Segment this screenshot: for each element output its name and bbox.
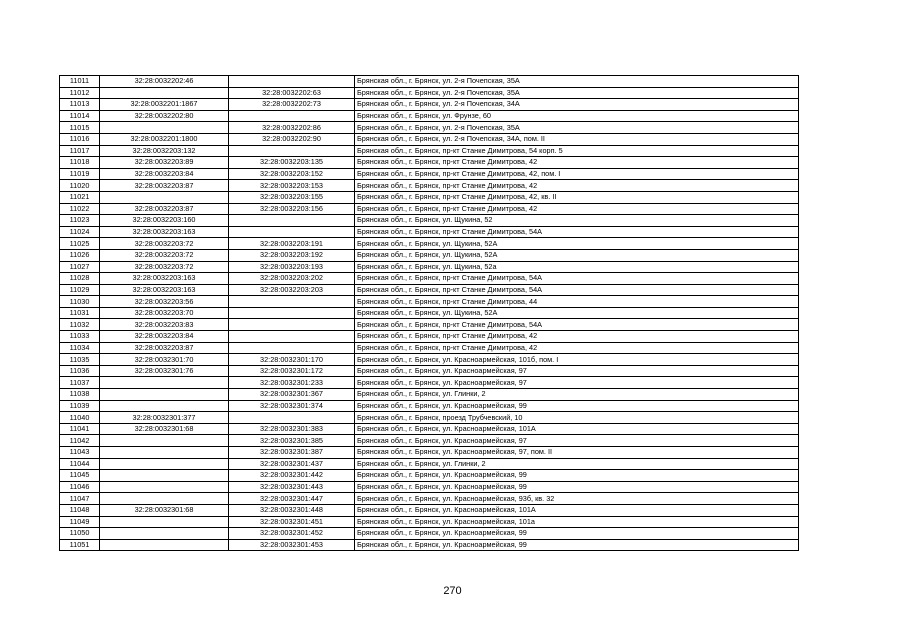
linked-cadastral-number-cell xyxy=(229,110,355,122)
address-cell: Брянская обл., г. Брянск, ул. Красноармейская, 99 xyxy=(355,400,799,412)
address-cell: Брянская обл., г. Брянск, проезд Трубчевский, 10 xyxy=(355,412,799,424)
table-row xyxy=(60,354,799,366)
row-number-cell: 11029 xyxy=(60,284,100,296)
linked-cadastral-number-cell: 32:28:0032203:156 xyxy=(229,203,355,215)
row-number-cell: 11013 xyxy=(60,99,100,111)
table-row xyxy=(60,76,799,88)
row-number-cell: 11046 xyxy=(60,481,100,493)
address-cell: Брянская обл., г. Брянск, ул. Красноармейская, 99 xyxy=(355,539,799,551)
table-row xyxy=(60,307,799,319)
table-row xyxy=(60,342,799,354)
table-row xyxy=(60,87,799,99)
row-number-cell: 11044 xyxy=(60,458,100,470)
table-row xyxy=(60,504,799,516)
linked-cadastral-number-cell xyxy=(229,412,355,424)
cadastral-number-cell xyxy=(100,528,229,540)
linked-cadastral-number-cell xyxy=(229,307,355,319)
table-row xyxy=(60,261,799,273)
row-number-cell: 11041 xyxy=(60,423,100,435)
address-cell: Брянская обл., г. Брянск, ул. Красноармейская, 97 xyxy=(355,365,799,377)
linked-cadastral-number-cell: 32:28:0032301:447 xyxy=(229,493,355,505)
address-cell: Брянская обл., г. Брянск, ул. Глинки, 2 xyxy=(355,458,799,470)
linked-cadastral-number-cell xyxy=(229,342,355,354)
table-row xyxy=(60,528,799,540)
cadastral-number-cell: 32:28:0032203:163 xyxy=(100,284,229,296)
cadastral-number-cell: 32:28:0032203:72 xyxy=(100,238,229,250)
row-number-cell: 11043 xyxy=(60,447,100,459)
address-cell: Брянская обл., г. Брянск, ул. Красноармейская, 93б, кв. 32 xyxy=(355,493,799,505)
address-cell: Брянская обл., г. Брянск, пр-кт Станке Димитрова, 42 xyxy=(355,180,799,192)
row-number-cell: 11028 xyxy=(60,273,100,285)
address-cell: Брянская обл., г. Брянск, ул. 2-я Почепская, 34А xyxy=(355,99,799,111)
address-cell: Брянская обл., г. Брянск, ул. Красноармейская, 99 xyxy=(355,528,799,540)
table-row xyxy=(60,284,799,296)
cadastral-number-cell: 32:28:0032203:163 xyxy=(100,273,229,285)
linked-cadastral-number-cell: 32:28:0032301:448 xyxy=(229,504,355,516)
cadastral-number-cell xyxy=(100,470,229,482)
row-number-cell: 11032 xyxy=(60,319,100,331)
row-number-cell: 11050 xyxy=(60,528,100,540)
cadastral-number-cell xyxy=(100,458,229,470)
cadastral-number-cell: 32:28:0032301:68 xyxy=(100,504,229,516)
page-number: 270 xyxy=(443,585,462,597)
row-number-cell: 11020 xyxy=(60,180,100,192)
cadastral-number-cell: 32:28:0032203:84 xyxy=(100,331,229,343)
linked-cadastral-number-cell: 32:28:0032301:172 xyxy=(229,365,355,377)
table-row xyxy=(60,389,799,401)
table-row xyxy=(60,470,799,482)
linked-cadastral-number-cell: 32:28:0032203:192 xyxy=(229,249,355,261)
linked-cadastral-number-cell: 32:28:0032202:86 xyxy=(229,122,355,134)
address-cell: Брянская обл., г. Брянск, пр-кт Станке Димитрова, 54А xyxy=(355,273,799,285)
linked-cadastral-number-cell xyxy=(229,296,355,308)
table-row xyxy=(60,447,799,459)
table-row xyxy=(60,481,799,493)
row-number-cell: 11045 xyxy=(60,470,100,482)
cadastral-number-cell: 32:28:0032202:46 xyxy=(100,76,229,88)
linked-cadastral-number-cell: 32:28:0032203:191 xyxy=(229,238,355,250)
row-number-cell: 11033 xyxy=(60,331,100,343)
address-cell: Брянская обл., г. Брянск, пр-кт Станке Димитрова, 42 xyxy=(355,203,799,215)
linked-cadastral-number-cell: 32:28:0032301:367 xyxy=(229,389,355,401)
cadastral-number-cell: 32:28:0032203:89 xyxy=(100,157,229,169)
row-number-cell: 11031 xyxy=(60,307,100,319)
linked-cadastral-number-cell: 32:28:0032301:233 xyxy=(229,377,355,389)
table-row xyxy=(60,168,799,180)
cadastral-number-cell: 32:28:0032203:163 xyxy=(100,226,229,238)
address-cell: Брянская обл., г. Брянск, пр-кт Станке Димитрова, 54А xyxy=(355,319,799,331)
address-cell: Брянская обл., г. Брянск, ул. Красноармейская, 101А xyxy=(355,423,799,435)
address-cell: Брянская обл., г. Брянск, ул. 2-я Почепская, 35А xyxy=(355,87,799,99)
address-cell: Брянская обл., г. Брянск, ул. Красноармейская, 99 xyxy=(355,470,799,482)
cadastral-number-cell: 32:28:0032202:80 xyxy=(100,110,229,122)
row-number-cell: 11025 xyxy=(60,238,100,250)
linked-cadastral-number-cell: 32:28:0032202:73 xyxy=(229,99,355,111)
linked-cadastral-number-cell: 32:28:0032202:63 xyxy=(229,87,355,99)
linked-cadastral-number-cell: 32:28:0032203:152 xyxy=(229,168,355,180)
cadastral-number-cell xyxy=(100,516,229,528)
cadastral-number-cell xyxy=(100,122,229,134)
address-cell: Брянская обл., г. Брянск, ул. 2-я Почепская, 34А, пом. II xyxy=(355,133,799,145)
table-row xyxy=(60,191,799,203)
cadastral-number-cell: 32:28:0032203:83 xyxy=(100,319,229,331)
row-number-cell: 11021 xyxy=(60,191,100,203)
address-cell: Брянская обл., г. Брянск, пр-кт Станке Димитрова, 44 xyxy=(355,296,799,308)
table-row xyxy=(60,365,799,377)
linked-cadastral-number-cell: 32:28:0032301:170 xyxy=(229,354,355,366)
table-row xyxy=(60,516,799,528)
table-row xyxy=(60,273,799,285)
table-row xyxy=(60,122,799,134)
row-number-cell: 11034 xyxy=(60,342,100,354)
row-number-cell: 11039 xyxy=(60,400,100,412)
cadastral-number-cell: 32:28:0032301:68 xyxy=(100,423,229,435)
cadastral-number-cell xyxy=(100,191,229,203)
table-row xyxy=(60,412,799,424)
cadastral-number-cell xyxy=(100,493,229,505)
cadastral-number-cell: 32:28:0032203:87 xyxy=(100,203,229,215)
table-row xyxy=(60,458,799,470)
table-row xyxy=(60,249,799,261)
linked-cadastral-number-cell xyxy=(229,76,355,88)
address-cell: Брянская обл., г. Брянск, ул. Красноармейская, 97, пом. II xyxy=(355,447,799,459)
cadastral-number-cell xyxy=(100,435,229,447)
table-row xyxy=(60,157,799,169)
address-cell: Брянская обл., г. Брянск, пр-кт Станке Димитрова, 42, кв. II xyxy=(355,191,799,203)
row-number-cell: 11027 xyxy=(60,261,100,273)
table-row xyxy=(60,215,799,227)
cadastral-number-cell: 32:28:0032201:1867 xyxy=(100,99,229,111)
linked-cadastral-number-cell: 32:28:0032203:193 xyxy=(229,261,355,273)
address-cell: Брянская обл., г. Брянск, пр-кт Станке Димитрова, 42 xyxy=(355,342,799,354)
row-number-cell: 11026 xyxy=(60,249,100,261)
table-row xyxy=(60,319,799,331)
linked-cadastral-number-cell: 32:28:0032203:153 xyxy=(229,180,355,192)
address-cell: Брянская обл., г. Брянск, ул. Фрунзе, 60 xyxy=(355,110,799,122)
linked-cadastral-number-cell xyxy=(229,319,355,331)
row-number-cell: 11051 xyxy=(60,539,100,551)
row-number-cell: 11019 xyxy=(60,168,100,180)
row-number-cell: 11024 xyxy=(60,226,100,238)
cadastral-number-cell xyxy=(100,481,229,493)
table-row xyxy=(60,203,799,215)
cadastral-number-cell: 32:28:0032203:132 xyxy=(100,145,229,157)
row-number-cell: 11016 xyxy=(60,133,100,145)
row-number-cell: 11049 xyxy=(60,516,100,528)
row-number-cell: 11011 xyxy=(60,76,100,88)
linked-cadastral-number-cell: 32:28:0032203:203 xyxy=(229,284,355,296)
row-number-cell: 11023 xyxy=(60,215,100,227)
registry-table-body xyxy=(60,76,799,551)
row-number-cell: 11022 xyxy=(60,203,100,215)
table-row xyxy=(60,493,799,505)
address-cell: Брянская обл., г. Брянск, пр-кт Станке Димитрова, 42 xyxy=(355,331,799,343)
row-number-cell: 11047 xyxy=(60,493,100,505)
table-row xyxy=(60,133,799,145)
address-cell: Брянская обл., г. Брянск, пр-кт Станке Димитрова, 42 xyxy=(355,157,799,169)
cadastral-number-cell xyxy=(100,389,229,401)
cadastral-number-cell xyxy=(100,447,229,459)
linked-cadastral-number-cell: 32:28:0032301:451 xyxy=(229,516,355,528)
cadastral-number-cell: 32:28:0032203:72 xyxy=(100,261,229,273)
linked-cadastral-number-cell: 32:28:0032301:387 xyxy=(229,447,355,459)
table-row xyxy=(60,296,799,308)
address-cell: Брянская обл., г. Брянск, ул. Красноармейская, 101б, пом. I xyxy=(355,354,799,366)
table-row xyxy=(60,400,799,412)
linked-cadastral-number-cell: 32:28:0032301:437 xyxy=(229,458,355,470)
address-cell: Брянская обл., г. Брянск, ул. Щукина, 52А xyxy=(355,307,799,319)
cadastral-number-cell xyxy=(100,377,229,389)
cadastral-number-cell xyxy=(100,539,229,551)
linked-cadastral-number-cell: 32:28:0032203:135 xyxy=(229,157,355,169)
row-number-cell: 11038 xyxy=(60,389,100,401)
address-cell: Брянская обл., г. Брянск, ул. Красноармейская, 99 xyxy=(355,481,799,493)
address-cell: Брянская обл., г. Брянск, пр-кт Станке Димитрова, 54А xyxy=(355,284,799,296)
linked-cadastral-number-cell: 32:28:0032203:202 xyxy=(229,273,355,285)
address-cell: Брянская обл., г. Брянск, ул. Красноармейская, 101а xyxy=(355,516,799,528)
cadastral-number-cell xyxy=(100,400,229,412)
cadastral-number-cell: 32:28:0032203:70 xyxy=(100,307,229,319)
table-row xyxy=(60,377,799,389)
cadastral-number-cell: 32:28:0032203:87 xyxy=(100,342,229,354)
address-cell: Брянская обл., г. Брянск, ул. Щукина, 52А xyxy=(355,238,799,250)
address-cell: Брянская обл., г. Брянск, ул. 2-я Почепская, 35А xyxy=(355,76,799,88)
address-cell: Брянская обл., г. Брянск, пр-кт Станке Димитрова, 54А xyxy=(355,226,799,238)
address-cell: Брянская обл., г. Брянск, ул. Щукина, 52а xyxy=(355,261,799,273)
table-row xyxy=(60,99,799,111)
row-number-cell: 11036 xyxy=(60,365,100,377)
table-row xyxy=(60,238,799,250)
cadastral-number-cell: 32:28:0032203:72 xyxy=(100,249,229,261)
row-number-cell: 11030 xyxy=(60,296,100,308)
cadastral-number-cell xyxy=(100,87,229,99)
linked-cadastral-number-cell: 32:28:0032301:374 xyxy=(229,400,355,412)
table-row xyxy=(60,226,799,238)
cadastral-number-cell: 32:28:0032301:377 xyxy=(100,412,229,424)
table-row xyxy=(60,435,799,447)
table-row xyxy=(60,110,799,122)
row-number-cell: 11017 xyxy=(60,145,100,157)
address-cell: Брянская обл., г. Брянск, ул. Красноармейская, 97 xyxy=(355,377,799,389)
row-number-cell: 11042 xyxy=(60,435,100,447)
linked-cadastral-number-cell: 32:28:0032301:385 xyxy=(229,435,355,447)
address-cell: Брянская обл., г. Брянск, ул. Красноармейская, 97 xyxy=(355,435,799,447)
address-cell: Брянская обл., г. Брянск, ул. Щукина, 52А xyxy=(355,249,799,261)
linked-cadastral-number-cell xyxy=(229,226,355,238)
table-row xyxy=(60,331,799,343)
cadastral-number-cell: 32:28:0032201:1800 xyxy=(100,133,229,145)
row-number-cell: 11037 xyxy=(60,377,100,389)
table-row xyxy=(60,423,799,435)
linked-cadastral-number-cell xyxy=(229,331,355,343)
cadastral-number-cell: 32:28:0032301:70 xyxy=(100,354,229,366)
address-cell: Брянская обл., г. Брянск, ул. Глинки, 2 xyxy=(355,389,799,401)
linked-cadastral-number-cell xyxy=(229,215,355,227)
linked-cadastral-number-cell: 32:28:0032202:90 xyxy=(229,133,355,145)
row-number-cell: 11018 xyxy=(60,157,100,169)
table-row xyxy=(60,145,799,157)
row-number-cell: 11014 xyxy=(60,110,100,122)
row-number-cell: 11040 xyxy=(60,412,100,424)
linked-cadastral-number-cell: 32:28:0032203:155 xyxy=(229,191,355,203)
linked-cadastral-number-cell: 32:28:0032301:452 xyxy=(229,528,355,540)
cadastral-number-cell: 32:28:0032301:76 xyxy=(100,365,229,377)
address-cell: Брянская обл., г. Брянск, пр-кт Станке Димитрова, 54 корп. 5 xyxy=(355,145,799,157)
linked-cadastral-number-cell: 32:28:0032301:453 xyxy=(229,539,355,551)
cadastral-number-cell: 32:28:0032203:160 xyxy=(100,215,229,227)
linked-cadastral-number-cell: 32:28:0032301:383 xyxy=(229,423,355,435)
address-cell: Брянская обл., г. Брянск, ул. Красноармейская, 101А xyxy=(355,504,799,516)
row-number-cell: 11012 xyxy=(60,87,100,99)
address-cell: Брянская обл., г. Брянск, ул. 2-я Почепская, 35А xyxy=(355,122,799,134)
registry-table xyxy=(59,75,799,551)
row-number-cell: 11048 xyxy=(60,504,100,516)
table-row xyxy=(60,539,799,551)
address-cell: Брянская обл., г. Брянск, ул. Щукина, 52 xyxy=(355,215,799,227)
cadastral-number-cell: 32:28:0032203:87 xyxy=(100,180,229,192)
linked-cadastral-number-cell: 32:28:0032301:442 xyxy=(229,470,355,482)
row-number-cell: 11015 xyxy=(60,122,100,134)
table-row xyxy=(60,180,799,192)
cadastral-number-cell: 32:28:0032203:84 xyxy=(100,168,229,180)
linked-cadastral-number-cell xyxy=(229,145,355,157)
address-cell: Брянская обл., г. Брянск, пр-кт Станке Димитрова, 42, пом. I xyxy=(355,168,799,180)
linked-cadastral-number-cell: 32:28:0032301:443 xyxy=(229,481,355,493)
cadastral-number-cell: 32:28:0032203:56 xyxy=(100,296,229,308)
row-number-cell: 11035 xyxy=(60,354,100,366)
